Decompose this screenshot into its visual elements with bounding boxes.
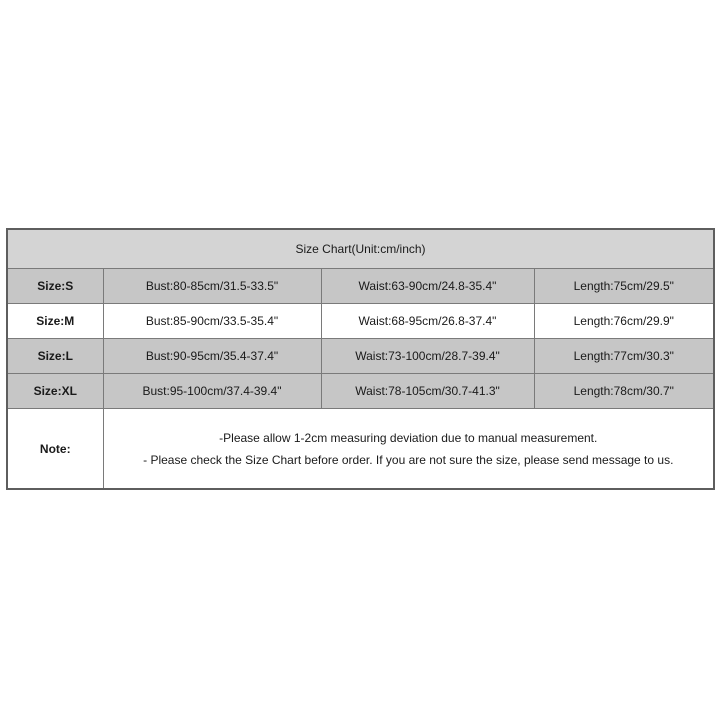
size-label: Size:M — [7, 304, 103, 339]
table-row — [7, 339, 714, 374]
length-value: Length:75cm/29.5" — [534, 269, 714, 304]
waist-value: Waist:73-100cm/28.7-39.4" — [321, 339, 534, 374]
size-label: Size:L — [7, 339, 103, 374]
size-label: Size:XL — [7, 374, 103, 409]
bust-value: Bust:85-90cm/33.5-35.4" — [103, 304, 321, 339]
note-label: Note: — [7, 409, 103, 490]
size-label: Size:S — [7, 269, 103, 304]
note-row — [7, 409, 714, 490]
note-text — [103, 409, 714, 490]
length-value: Length:76cm/29.9" — [534, 304, 714, 339]
waist-value: Waist:68-95cm/26.8-37.4" — [321, 304, 534, 339]
size-chart-title: Size Chart(Unit:cm/inch) — [7, 229, 714, 269]
note-line: - Please check the Size Chart before order. If you are not sure the size, please send message to us. — [143, 452, 674, 467]
size-chart-table — [6, 228, 715, 490]
table-row — [7, 269, 714, 304]
length-value: Length:78cm/30.7" — [534, 374, 714, 409]
bust-value: Bust:90-95cm/35.4-37.4" — [103, 339, 321, 374]
waist-value: Waist:78-105cm/30.7-41.3" — [321, 374, 534, 409]
bust-value: Bust:80-85cm/31.5-33.5" — [103, 269, 321, 304]
table-row — [7, 304, 714, 339]
note-line: -Please allow 1-2cm measuring deviation due to manual measurement. — [219, 430, 598, 445]
waist-value: Waist:63-90cm/24.8-35.4" — [321, 269, 534, 304]
length-value: Length:77cm/30.3" — [534, 339, 714, 374]
bust-value: Bust:95-100cm/37.4-39.4" — [103, 374, 321, 409]
size-chart-title-row — [7, 229, 714, 269]
table-row — [7, 374, 714, 409]
